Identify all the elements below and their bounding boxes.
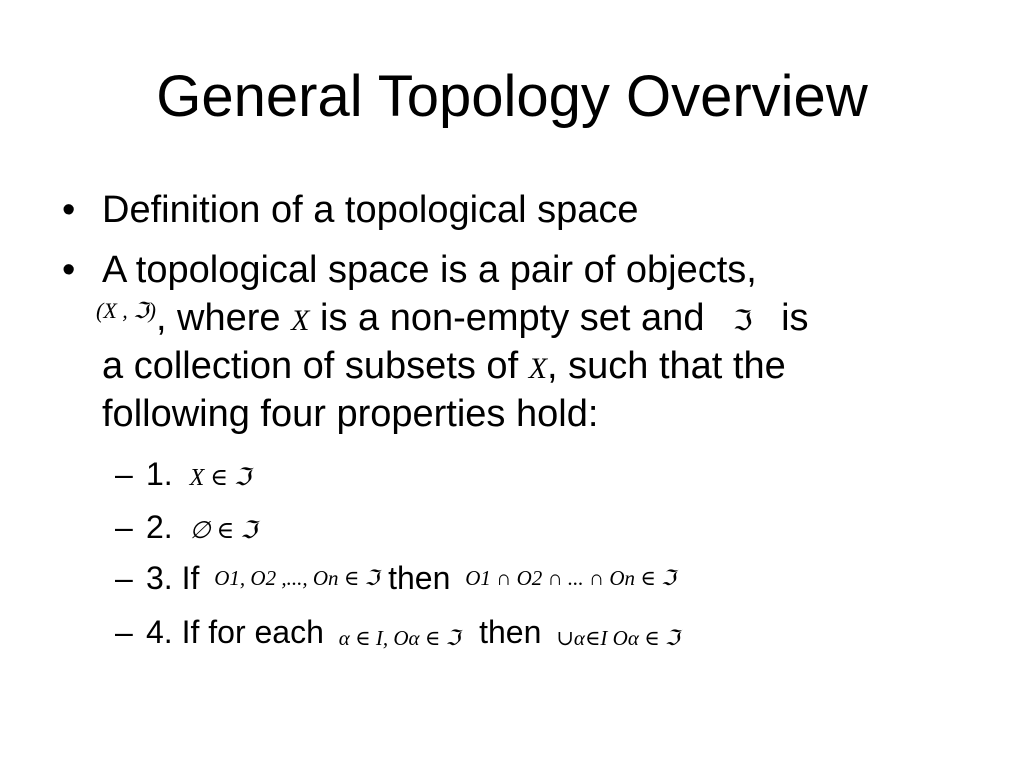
property-4-math-hypothesis: α ∈ I, Oα ∈ ℑ <box>338 626 461 650</box>
bullet-marker: • <box>62 249 76 291</box>
math-set-x: X <box>291 304 310 337</box>
property-2-math: ∅ ∈ ℑ <box>189 518 257 544</box>
bullet-topological-space-line-2 <box>96 294 809 347</box>
property-1-label: 1. <box>146 456 173 492</box>
property-3 <box>146 558 676 602</box>
property-3-math-hypothesis: O1, O2 ,..., On ∈ ℑ <box>214 566 380 590</box>
property-2-label: 2. <box>146 509 173 545</box>
sub-bullet-marker: – <box>115 560 133 596</box>
sub-bullet-marker: – <box>115 456 133 492</box>
property-4 <box>146 612 680 656</box>
text-such-that: , such that the <box>547 345 786 387</box>
bullet-topological-space-line-3 <box>102 342 786 393</box>
slide-title: General Topology Overview <box>156 64 868 129</box>
bullet-topological-space-line-4: following four properties hold: <box>102 393 599 435</box>
text-where: , where <box>155 297 281 339</box>
math-topology-symbol: ℑ <box>733 304 753 337</box>
property-4-label: 4. If for each <box>146 614 324 650</box>
math-set-x: X <box>528 352 548 385</box>
text-collection-of-subsets: a collection of subsets of <box>102 345 519 387</box>
sub-bullet-marker: – <box>115 614 133 650</box>
property-1 <box>146 454 251 498</box>
property-2 <box>146 507 257 551</box>
property-3-then: then <box>388 560 451 596</box>
bullet-marker: • <box>62 189 76 231</box>
property-4-then: then <box>479 614 542 650</box>
property-1-math: X ∈ ℑ <box>189 465 251 491</box>
bullet-topological-space-line-1: A topological space is a pair of objects, <box>102 249 757 291</box>
math-pair-x-topology: (X , ℑ) <box>96 298 156 323</box>
sub-bullet-marker: – <box>115 509 133 545</box>
bullet-definition-text: Definition of a topological space <box>102 189 639 231</box>
property-3-label: 3. If <box>146 560 200 596</box>
text-is: is <box>781 297 809 339</box>
text-nonempty-set: is a non-empty set and <box>320 297 705 339</box>
property-3-math-conclusion: O1 ∩ O2 ∩ ... ∩ On ∈ ℑ <box>465 566 676 590</box>
property-4-math-conclusion: ∪α∈I Oα ∈ ℑ <box>556 626 680 650</box>
